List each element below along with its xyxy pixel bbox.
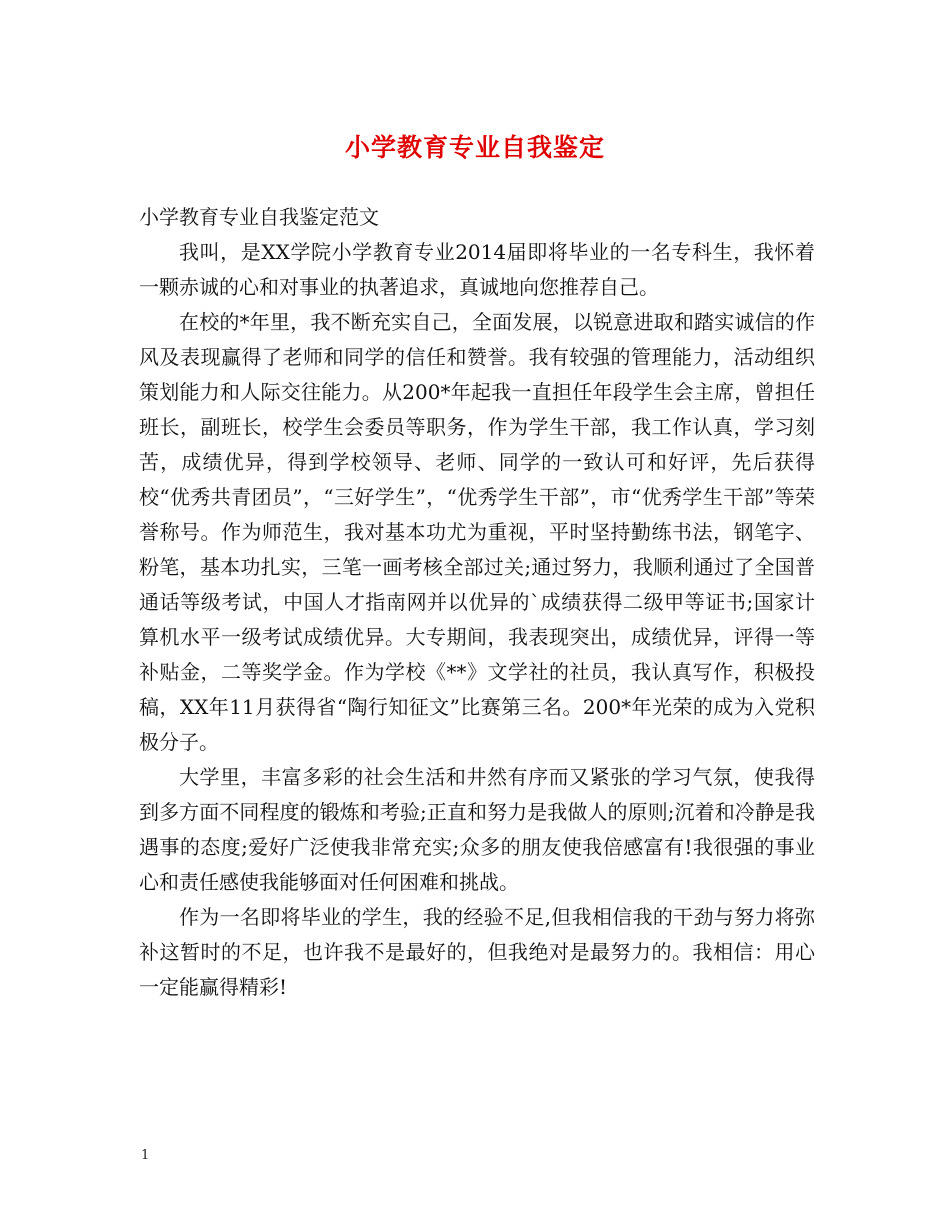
paragraph-conclusion: 作为一名即将毕业的学生，我的经验不足,但我相信我的干劲与努力将弥补这暂时的不足，也许我不是最好的，但我绝对是最努力的。我相信：用心一定能赢得精彩! [139, 905, 815, 999]
paragraph-university-life: 大学里，丰富多彩的社会生活和井然有序而又紧张的学习气氛，使我得到多方面不同程度的锻炼和考验;正直和努力是我做人的原则;沉着和冷静是我遇事的态度;爱好广泛使我非常充实;众多的朋友使我倍感富有!我很强的事业心和责任感使我能够面对任何困难和挑战。 [139, 765, 815, 894]
paragraph-school-achievements: 在校的*年里，我不断充实自己，全面发展，以锐意进取和踏实诚信的作风及表现赢得了老师和同学的信任和赞誉。我有较强的管理能力，活动组织策划能力和人际交往能力。从200*年起我一直担任年段学生会主席，曾担任班长，副班长，校学生会委员等职务，作为学生干部，我工作认真，学习刻苦，成绩优异，得到学校领导、老师、同学的一致认可和好评，先后获得校“优秀共青团员”，“三好学生”，“优秀学生干部”，市“优秀学生干部”等荣誉称号。作为师范生，我对基本功尤为重视，平时坚持勤练书法，钢笔字、粉笔，基本功扎实，三笔一画考核全部过关;通过努力，我顺利通过了全国普通话等级考试，中国人才指南网并以优异的`成绩获得二级甲等证书;国家计算机水平一级考试成绩优异。大专期间，我表现突出，成绩优异，评得一等补贴金，二等奖学金。作为学校《**》文学社的社员，我认真写作，积极投稿，XX年11月获得省“陶行知征文”比赛第三名。200*年光荣的成为入党积极分子。 [139, 310, 815, 754]
document-body [139, 200, 815, 1005]
document-title: 小学教育专业自我鉴定 [344, 133, 605, 162]
page-number: 1 [141, 1148, 150, 1163]
document-subtitle: 小学教育专业自我鉴定范文 [139, 205, 379, 229]
paragraph-intro: 我叫，是XX学院小学教育专业2014届即将毕业的一名专科生，我怀着一颗赤诚的心和对事业的执著追求，真诚地向您推荐自己。 [139, 240, 815, 299]
